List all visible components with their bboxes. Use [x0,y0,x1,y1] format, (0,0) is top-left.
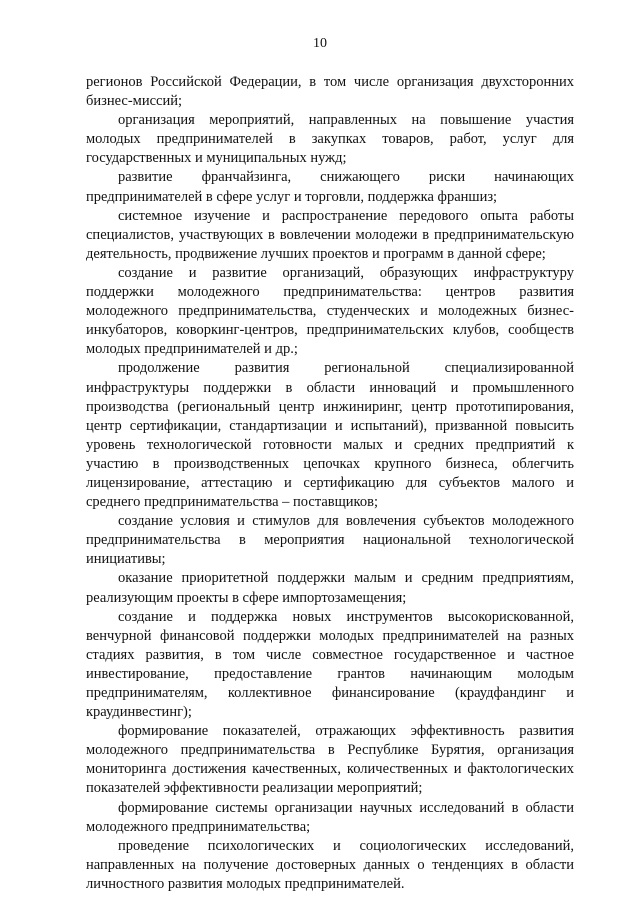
paragraph-technology-initiative: создание условия и стимулов для вовлечения субъектов молодежного предпринимательства в мероприятия национальной технологической инициативы; [86,513,574,568]
paragraph-best-practices: системное изучение и распространение передового опыта работы специалистов, участвующих в вовлечении молодежи в предпринимательскую деятельность, продвижение лучших проектов и программ в данной сфере; [86,207,574,262]
paragraph-performance-indicators: формирование показателей, отражающих эффективность развития молодежного предпринимательства в Республике Бурятия, организация мониторинга достижения качественных, количественных и фактологических показателей эффективности реализации мероприятий; [86,723,574,797]
paragraph-franchising: развитие франчайзинга, снижающего риски начинающих предпринимателей в сфере услуг и торговли, поддержка франшиз; [86,169,574,205]
paragraph-regional-infrastructure: продолжение развития региональной специализированной инфраструктуры поддержки в области инноваций и промышленного производства (региональный центр инжиниринг, центр прототипирования, центр сертификации, стандартизации и испытаний), призванной повысить уровень технологической готовности малых и средних предприятий к участию в производственных цепочках крупного бизнеса, облегчить лицензирование, аттестацию и сертификацию для субъектов малого и среднего предпринимательства – поставщиков; [86,360,574,511]
paragraph-research-system: формирование системы организации научных исследований в области молодежного предпринимательства; [86,799,574,835]
body-text [86,73,574,894]
paragraph-continuation: регионов Российской Федерации, в том числе организация двухсторонних бизнес-миссий; [86,74,574,110]
paragraph-procurement: организация мероприятий, направленных на повышение участия молодых предпринимателей в закупках товаров, работ, услуг для государственных и муниципальных нужд; [86,112,574,167]
paragraph-infrastructure: создание и развитие организаций, образующих инфраструктуру поддержки молодежного предпринимательства: центров развития молодежного предпринимательства, студенческих и молодежных бизнес-инкубаторов, коворкинг-центров, предпринимательских клубов, сообществ молодых предпринимателей и др.; [86,264,574,358]
page-number: 10 [313,36,327,51]
paragraph-psychological-research: проведение психологических и социологических исследований, направленных на получение достоверных данных о тенденциях в области личностного развития молодых предпринимателей. [86,837,574,892]
paragraph-venture-financing: создание и поддержка новых инструментов высокорискованной, венчурной финансовой поддержки молодых предпринимателей на разных стадиях развития, в том числе совместное государственное и частное инвестирование, предоставление грантов начинающим молодым предпринимателям, коллективное финансирование (краудфандинг и краудинвестинг); [86,608,574,721]
paragraph-import-substitution: оказание приоритетной поддержки малым и средним предприятиям, реализующим проекты в сфере импортозамещения; [86,570,574,606]
